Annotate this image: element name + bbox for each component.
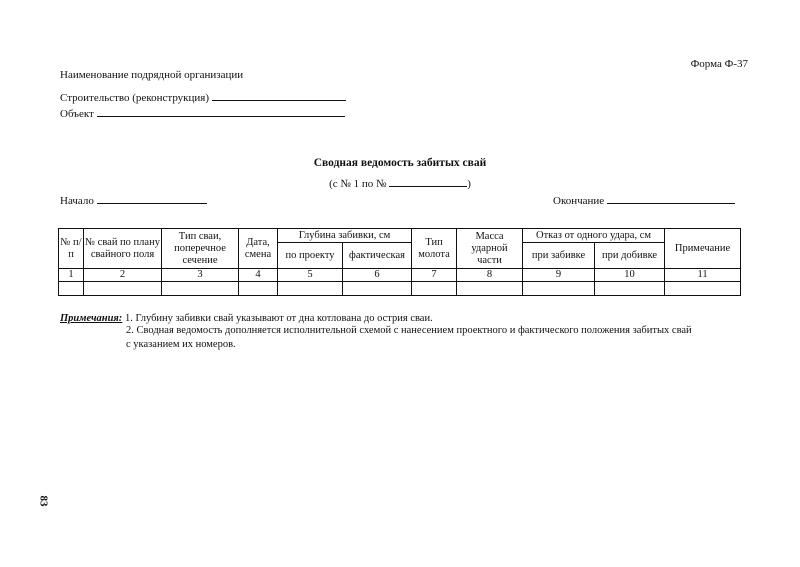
table-blank-row <box>59 282 741 296</box>
index-cell: 11 <box>665 269 741 282</box>
note-item-1: 1. Глубину забивки свай указывают от дна котлована до острия сваи. <box>124 313 433 324</box>
end-line <box>553 193 735 207</box>
table-header-row <box>59 229 741 243</box>
construction-field[interactable] <box>212 90 346 101</box>
header-refusal-group: Отказ от одного удара, см <box>523 229 665 243</box>
last-pile-number-field[interactable] <box>389 176 467 187</box>
header-num: № п/п <box>59 229 84 269</box>
header-depth-design: по проекту <box>278 243 343 269</box>
index-cell: 5 <box>278 269 343 282</box>
object-field[interactable] <box>97 106 345 117</box>
blank-cell[interactable] <box>84 282 162 296</box>
header-pile-type: Тип сваи, поперечное сечение <box>162 229 239 269</box>
index-cell: 7 <box>412 269 457 282</box>
construction-line <box>60 90 346 104</box>
form-code: Форма Ф-37 <box>690 58 748 70</box>
notes-line-1 <box>60 313 433 324</box>
blank-cell[interactable] <box>239 282 278 296</box>
header-note: Примечание <box>665 229 741 269</box>
start-label: Начало <box>60 195 94 207</box>
construction-label: Строительство (реконструкция) <box>60 92 210 104</box>
header-refusal-redriving: при добивке <box>595 243 665 269</box>
end-field[interactable] <box>607 193 735 204</box>
index-cell: 1 <box>59 269 84 282</box>
index-cell: 8 <box>457 269 523 282</box>
blank-cell[interactable] <box>523 282 595 296</box>
start-field[interactable] <box>97 193 207 204</box>
blank-cell[interactable] <box>59 282 84 296</box>
index-cell: 2 <box>84 269 162 282</box>
blank-cell[interactable] <box>162 282 239 296</box>
blank-cell[interactable] <box>278 282 343 296</box>
document-title: Сводная ведомость забитых свай <box>313 157 487 169</box>
note-item-2-line-2: с указанием их номеров. <box>126 339 236 350</box>
document-subtitle <box>0 176 800 190</box>
header-refusal-driving: при забивке <box>523 243 595 269</box>
index-cell: 9 <box>523 269 595 282</box>
object-label: Объект <box>60 108 94 120</box>
header-depth-group: Глубина забивки, см <box>278 229 412 243</box>
subtitle-suffix: ) <box>467 178 471 190</box>
header-pile-no: № свай по плану свайного поля <box>84 229 162 269</box>
page-number: 83 <box>37 495 50 507</box>
blank-cell[interactable] <box>412 282 457 296</box>
table-index-row <box>59 269 741 282</box>
index-cell: 10 <box>595 269 665 282</box>
org-name-label: Наименование подрядной организации <box>60 69 244 81</box>
header-date: Дата, смена <box>239 229 278 269</box>
object-line <box>60 106 345 120</box>
piles-table <box>58 228 741 296</box>
end-label: Окончание <box>553 195 605 207</box>
header-hammer: Тип молота <box>412 229 457 269</box>
index-cell: 3 <box>162 269 239 282</box>
blank-cell[interactable] <box>343 282 412 296</box>
org-name-line <box>60 69 243 81</box>
notes-label: Примечания: <box>60 313 123 324</box>
blank-cell[interactable] <box>595 282 665 296</box>
index-cell: 6 <box>343 269 412 282</box>
blank-cell[interactable] <box>457 282 523 296</box>
subtitle-prefix: (с № 1 по № <box>329 178 387 190</box>
index-cell: 4 <box>239 269 278 282</box>
header-mass: Масса ударной части <box>457 229 523 269</box>
header-depth-actual: фактическая <box>343 243 412 269</box>
note-item-2-line-1: 2. Сводная ведомость дополняется исполнительной схемой с нанесением проектного и фактического положения забитых свай <box>126 325 692 336</box>
blank-cell[interactable] <box>665 282 741 296</box>
start-line <box>60 193 207 207</box>
